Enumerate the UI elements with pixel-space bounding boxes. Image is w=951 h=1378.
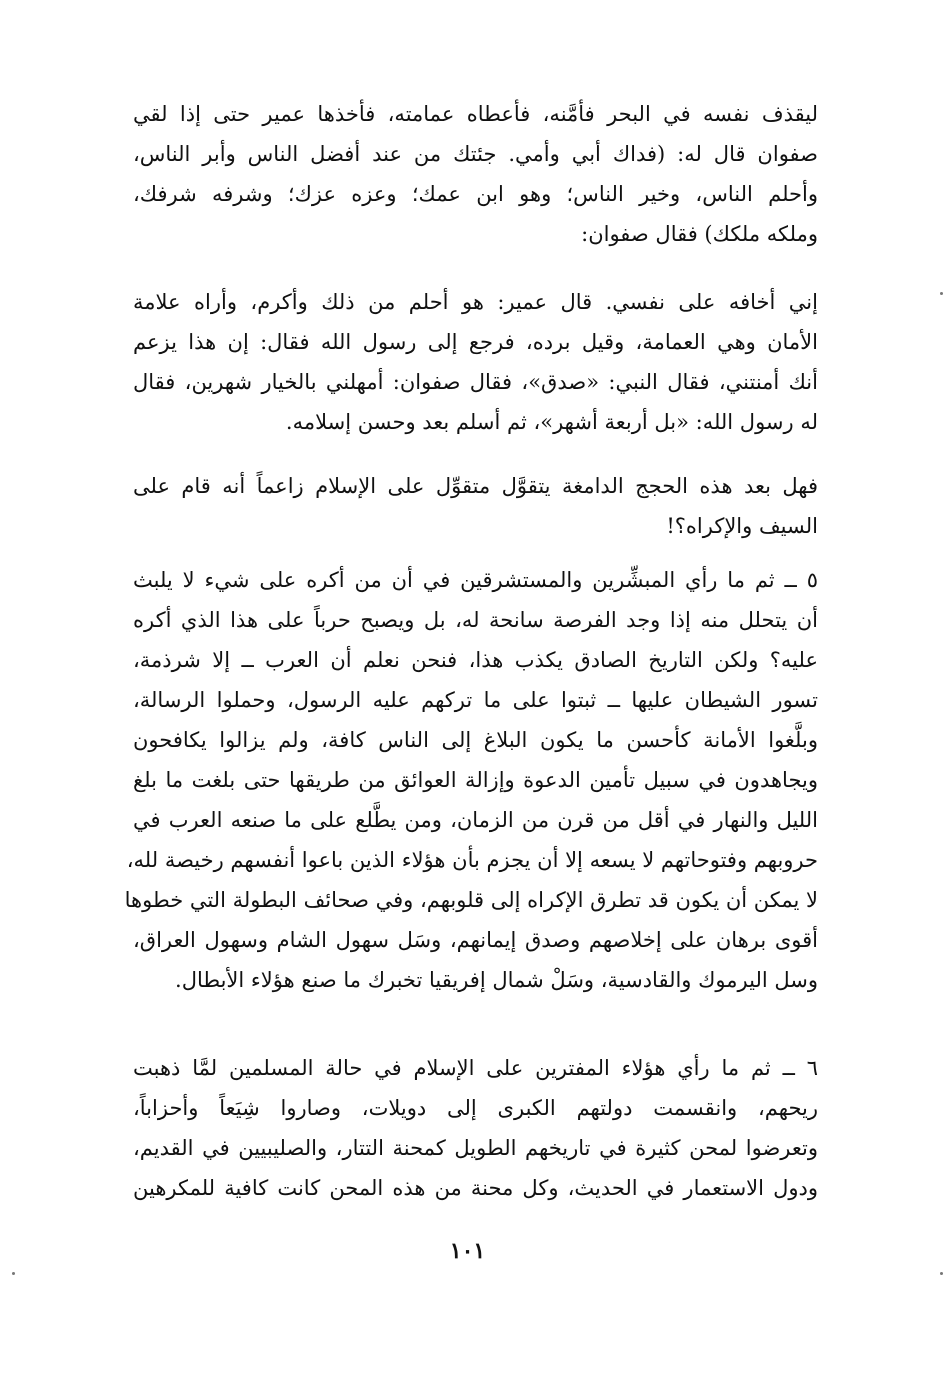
text-line: إني أخافه على نفسي. قال عمير: هو أحلم من ذلك وأكرم، وأراه علامة [133, 290, 818, 314]
text-line: السيف والإكراه؟! [666, 514, 818, 538]
text-line: ويجاهدون في سبيل تأمين الدعوة وإزالة العوائق من طريقها حتى بلغت ما بلغ [133, 768, 818, 792]
scan-speck [12, 1272, 15, 1275]
text-line: حروبهم وفتوحاتهم لا يسعه إلا أن يجزم بأن هؤلاء الذين باعوا أنفسهم رخيصة لله، [126, 848, 818, 872]
text-line: وسل اليرموك والقادسية، وسَلْ شمال إفريقيا تخبرك ما صنع هؤلاء الأبطال. [175, 968, 818, 992]
text-line: وبلَّغوا الأمانة كأحسن ما يكون البلاغ إلى الناس كافة، ولم يزالوا يكافحون [133, 728, 818, 752]
page-number: ١٠١ [449, 1238, 486, 1264]
text-line: أنك أمنتني، فقال النبي: «صدق»، فقال صفوان: أمهلني بالخيار شهرين، فقال [133, 370, 818, 394]
text-line: فهل بعد هذه الحجج الدامغة يتقوَّل متقوِّل على الإسلام زاعماً أنه قام على [133, 474, 818, 498]
paragraph-1 [133, 94, 818, 254]
text-line: وتعرضوا لمحن كثيرة في تاريخهم الطويل كمحنة التتار، والصليبيين في القديم، [133, 1136, 818, 1160]
text-line: وملكه ملكك) فقال صفوان: [581, 222, 818, 246]
text-line: ودول الاستعمار في الحديث، وكل محنة من هذه المحن كانت كافية للمكرهين [133, 1176, 818, 1200]
paragraph-2 [133, 282, 818, 442]
text-line: الليل والنهار في أقل من قرن من الزمان، ومن يطَّلع على ما صنعه العرب في [133, 808, 818, 832]
scan-speck [940, 1272, 943, 1275]
paragraph-3 [133, 466, 818, 546]
scan-speck [940, 292, 943, 295]
text-line: له رسول الله: «بل أربعة أشهر»، ثم أسلم بعد وحسن إسلامه. [285, 410, 818, 434]
text-line: ٦ ــ ثم ما رأي هؤلاء المفترين على الإسلام في حالة المسلمين لمَّا ذهبت [133, 1056, 818, 1080]
text-line: أن يتحلل منه إذا وجد الفرصة سانحة له، بل ويصبح حرباً على هذا الذي أكره [133, 608, 818, 632]
text-line: ٥ ــ ثم ما رأي المبشِّرين والمستشرقين في أن من أكره على شيء لا يلبث [133, 568, 818, 592]
text-line: عليه؟ ولكن التاريخ الصادق يكذب هذا، فنحن نعلم أن العرب ــ إلا شرذمة، [133, 648, 818, 672]
paragraph-4 [124, 560, 818, 1000]
text-line: ريحهم، وانقسمت دولتهم الكبرى إلى دويلات، وصاروا شِيَعاً وأحزاباً، [133, 1096, 818, 1120]
text-line: تسور الشيطان عليها ــ ثبتوا على ما تركهم عليه الرسول، وحملوا الرسالة، [133, 688, 818, 712]
text-line: ليقذف نفسه في البحر فأمَّنه، فأعطاه عمامته، فأخذها عمير حتى إذا لقي [133, 102, 818, 126]
paragraph-5 [133, 1048, 818, 1208]
text-line: الأمان وهي العمامة، وقيل برده، فرجع إلى رسول الله فقال: إن هذا يزعم [133, 330, 818, 354]
text-line: وأحلم الناس، وخير الناس؛ وهو ابن عمك؛ وعزه عزك؛ وشرفه شرفك، [133, 182, 818, 206]
text-line: لا يمكن أن يكون قد تطرق الإكراه إلى قلوبهم، وفي صحائف البطولة التي خطوها [124, 888, 818, 912]
text-line: صفوان قال له: (فداك أبي وأمي. جئتك من عند أفضل الناس وأبر الناس، [133, 142, 818, 166]
text-line: أقوى برهان على إخلاصهم وصدق إيمانهم، وسَل سهول الشام وسهول العراق، [133, 928, 818, 952]
